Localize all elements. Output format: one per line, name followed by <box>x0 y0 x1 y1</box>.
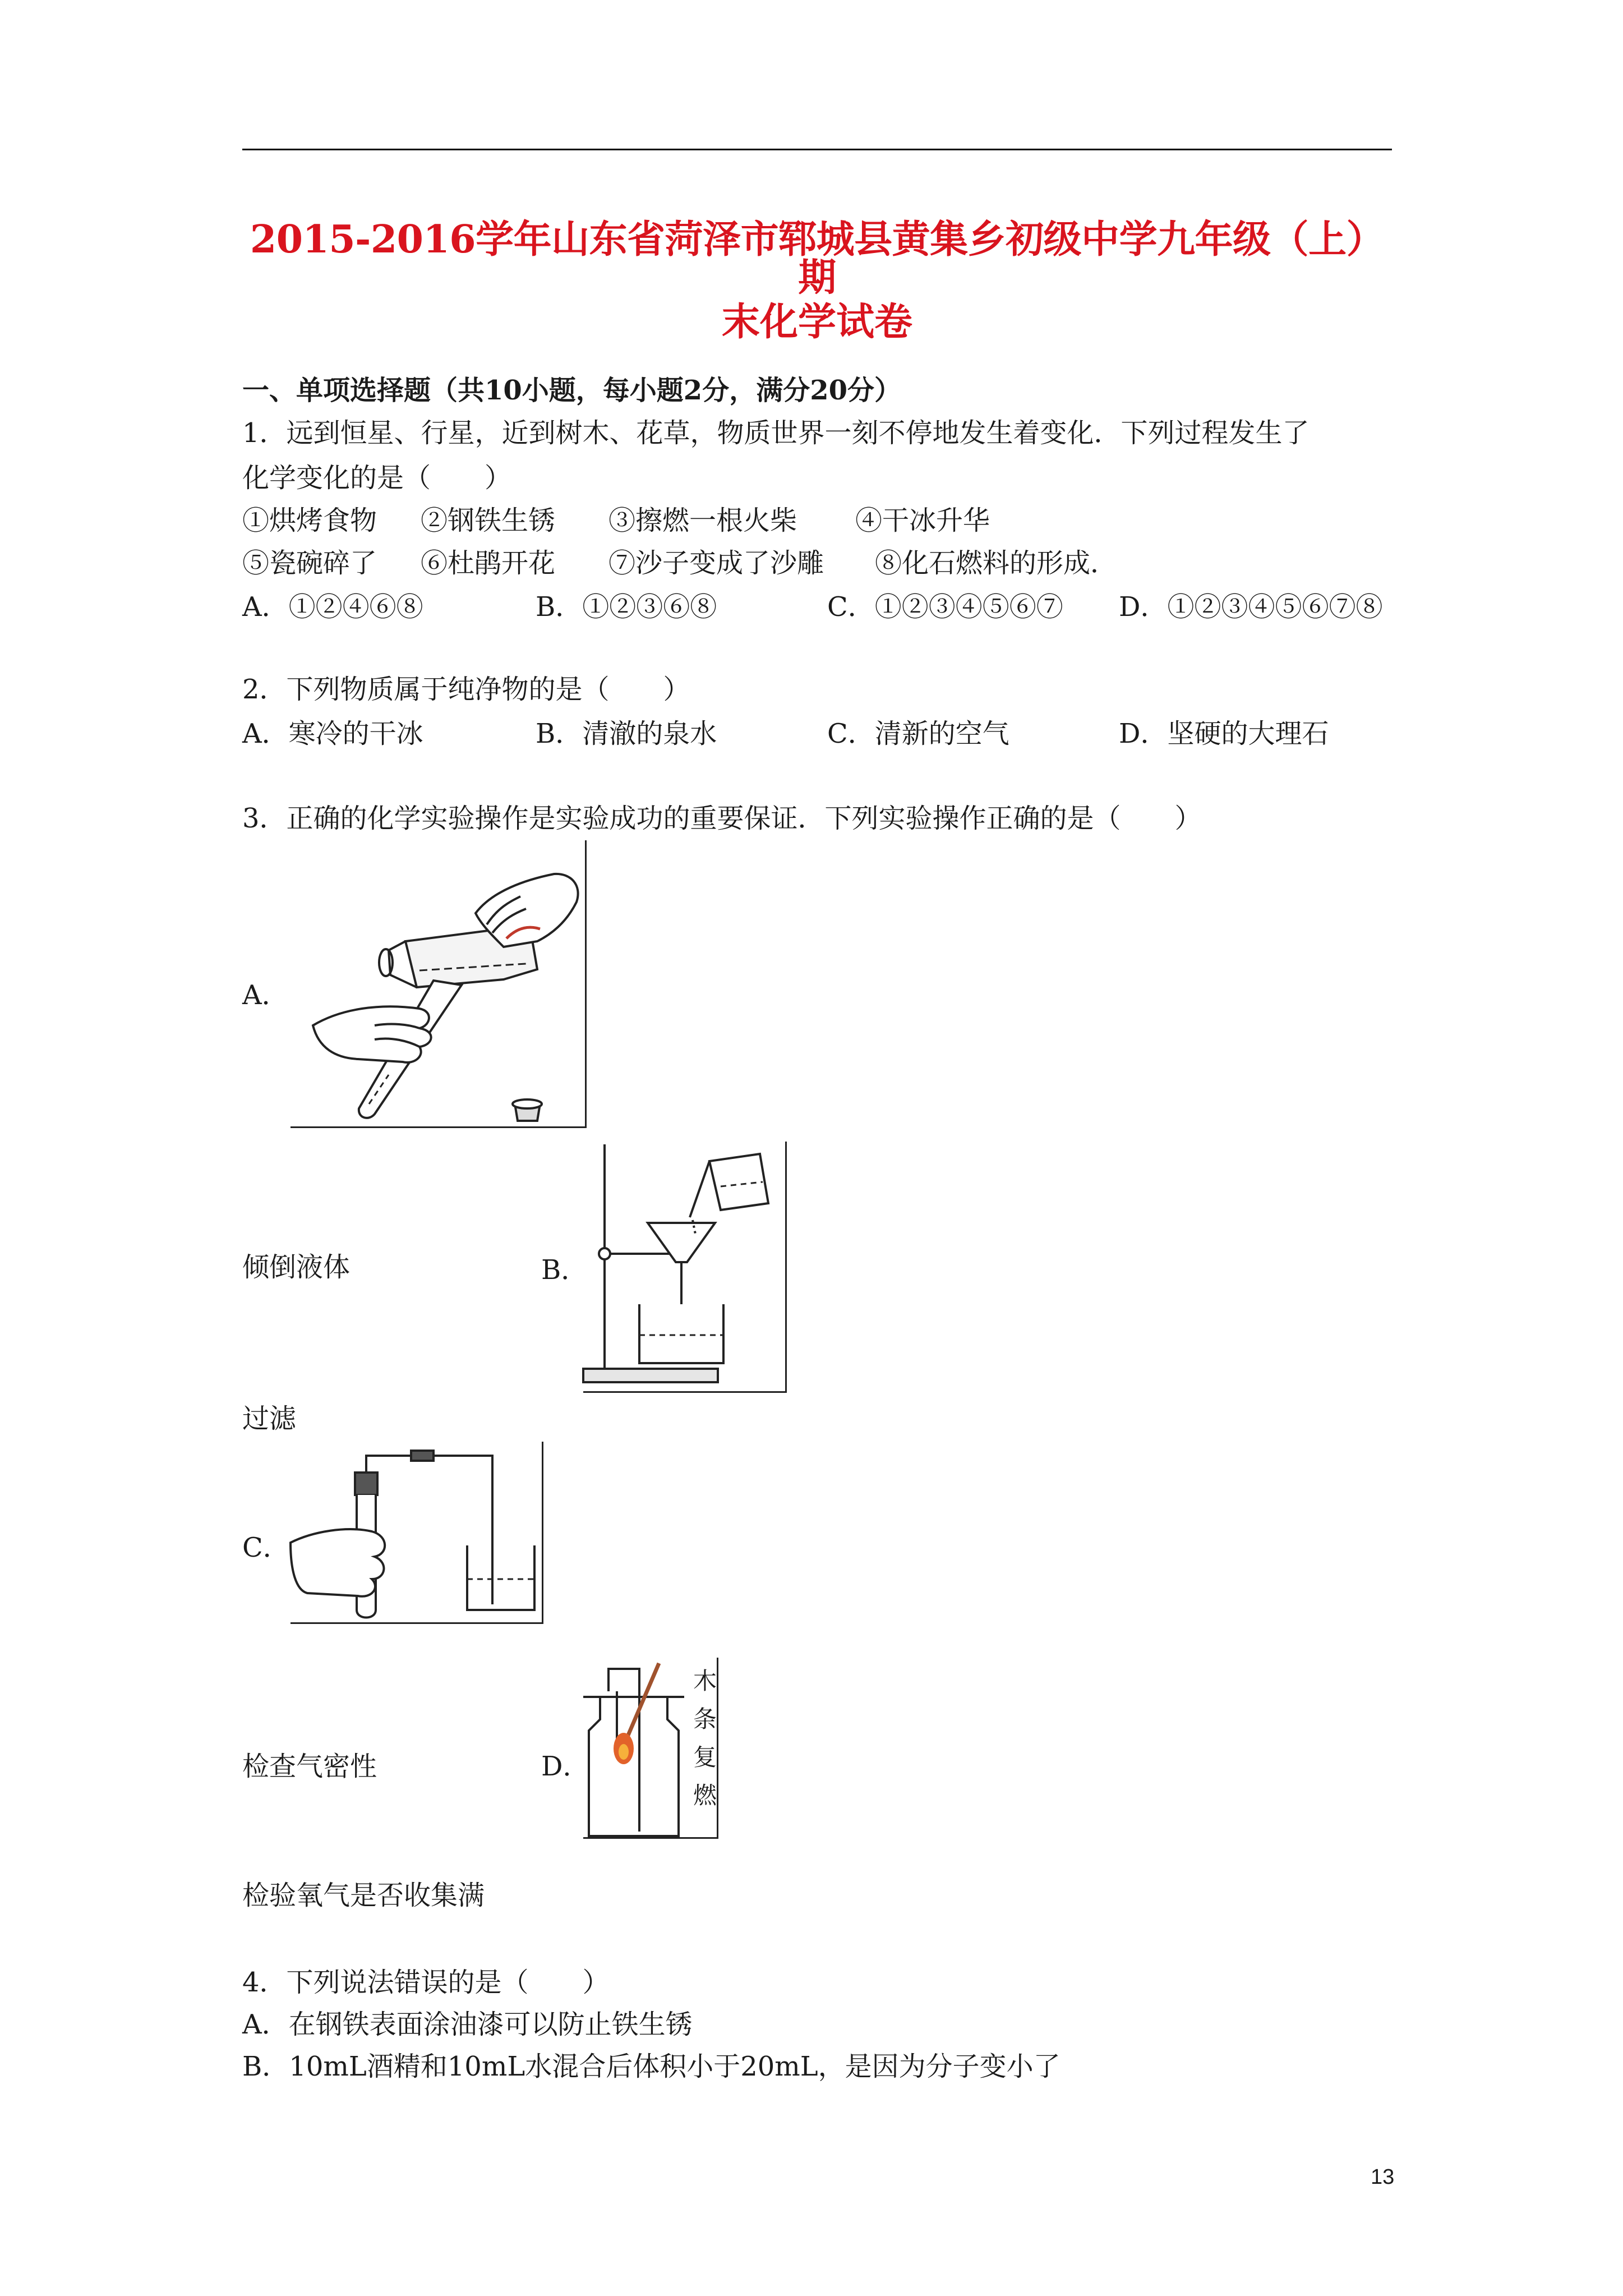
q3-option-a-caption: 倾倒液体 <box>242 1251 351 1283</box>
q4-stem: 4．下列说法错误的是（ ） <box>242 1967 610 1998</box>
page-number: 13 <box>1371 2165 1395 2189</box>
header-rule <box>242 149 1392 150</box>
q1-item: ①烘烤食物 <box>242 505 377 536</box>
figure-filtration <box>583 1142 787 1393</box>
figure-d-char: 条 <box>693 1705 717 1733</box>
figure-oxygen-check <box>583 1658 718 1839</box>
figure-airtightness-check <box>291 1442 543 1624</box>
figure-d-char: 复 <box>693 1743 717 1771</box>
q3-option-d-caption: 检验氧气是否收集满 <box>242 1880 485 1911</box>
q1-option-b: B．①②③⑥⑧ <box>536 591 717 623</box>
q3-option-b-caption: 过滤 <box>242 1403 297 1434</box>
q1-item: ⑥杜鹃开花 <box>421 547 556 579</box>
q3-option-c-caption: 检查气密性 <box>242 1751 377 1782</box>
q1-item: ⑦沙子变成了沙雕 <box>608 547 824 579</box>
figure-pouring-liquid <box>291 840 587 1128</box>
q1-item: ④干冰升华 <box>855 505 990 536</box>
q1-option-d: D．①②③④⑤⑥⑦⑧ <box>1119 591 1383 623</box>
q1-option-c: C．①②③④⑤⑥⑦ <box>827 591 1063 623</box>
exam-title-line1: 2015-2016学年山东省菏泽市郓城县黄集乡初级中学九年级（上）期 <box>250 217 1385 300</box>
q4-option-b: B．10mL酒精和10mL水混合后体积小于20mL，是因为分子变小了 <box>242 2051 1061 2082</box>
exam-title-line2: 末化学试卷 <box>721 300 912 344</box>
q2-option-d: D．坚硬的大理石 <box>1119 718 1329 749</box>
section-heading: 一、单项选择题（共10小题，每小题2分，满分20分） <box>242 375 901 406</box>
q1-stem-line2: 化学变化的是（ ） <box>242 462 512 494</box>
filtration-illustration <box>583 1142 785 1391</box>
figure-d-char: 燃 <box>693 1782 717 1809</box>
figure-d-char: 木 <box>693 1667 717 1695</box>
q3-option-d-label: D． <box>541 1751 590 1782</box>
q4-option-a: A．在钢铁表面涂油漆可以防止铁生锈 <box>242 2009 693 2040</box>
q2-option-b: B．清澈的泉水 <box>536 718 717 749</box>
q3-option-a-label: A． <box>242 979 289 1011</box>
q1-item: ⑤瓷碗碎了 <box>242 547 377 579</box>
q1-item: ③擦燃一根火柴 <box>608 505 797 536</box>
q2-option-a: A．寒冷的干冰 <box>242 718 423 749</box>
airtightness-illustration <box>291 1442 542 1622</box>
q3-stem: 3．正确的化学实验操作是实验成功的重要保证．下列实验操作正确的是（ ） <box>242 803 1202 834</box>
figure-d-vertical-label <box>693 1662 716 1815</box>
pouring-liquid-illustration <box>291 840 585 1126</box>
q3-option-c-label: C． <box>242 1532 290 1563</box>
q1-option-a: A．①②④⑥⑧ <box>242 591 423 623</box>
q3-option-b-label: B． <box>541 1254 588 1286</box>
q1-item: ②钢铁生锈 <box>421 505 556 536</box>
q2-option-c: C．清新的空气 <box>827 718 1009 749</box>
q1-item: ⑧化石燃料的形成． <box>875 547 1118 579</box>
q2-stem: 2．下列物质属于纯净物的是（ ） <box>242 674 690 705</box>
q1-stem-line1: 1．远到恒星、行星，近到树木、花草，物质世界一刻不停地发生着变化．下列过程发生了 <box>242 417 1310 449</box>
